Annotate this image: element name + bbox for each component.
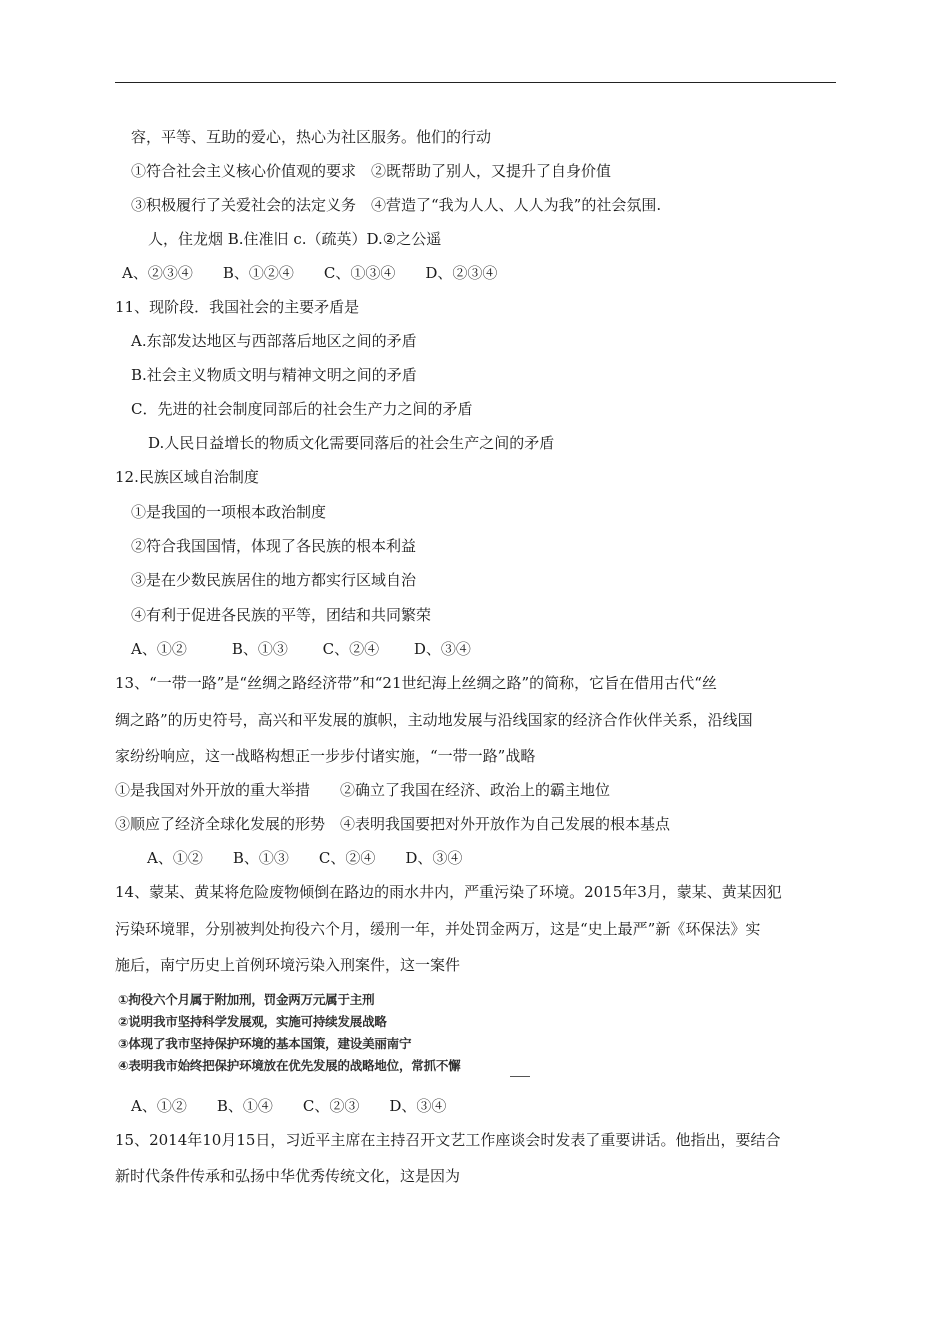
question-13: 13、“一带一路”是“丝绸之路经济带”和“21世纪海上丝绸之路”的简称，它旨在借用古代“丝 <box>115 674 717 692</box>
text-line: 人，住龙烟 B.住准旧 c.（疏英）D.②之公遥 <box>148 230 442 248</box>
answer-options: A、①② B、①④ C、②③ D、③④ <box>131 1097 447 1115</box>
question-12: 12.民族区域自治制度 <box>115 468 259 486</box>
statement-4: ④有利于促进各民族的平等，团结和共同繁荣 <box>131 606 432 624</box>
text-line: 新时代条件传承和弘扬中华优秀传统文化，这是因为 <box>115 1167 461 1185</box>
option-b: B.社会主义物质文明与精神文明之间的矛盾 <box>131 366 417 384</box>
scan-mark <box>510 1076 530 1077</box>
statement-line: ①是我国对外开放的重大举措 ②确立了我国在经济、政治上的霸主地位 <box>115 781 611 799</box>
answer-options: A、①② B、①③ C、②④ D、③④ <box>147 849 463 867</box>
question-11: 11、现阶段．我国社会的主要矛盾是 <box>115 298 360 316</box>
scan-option-2: ②说明我市坚持科学发展观，实施可持续发展战略 <box>118 1014 387 1029</box>
scanned-options-image <box>118 990 548 1082</box>
header-rule <box>115 82 836 83</box>
statement-2: ②符合我国国情，体现了各民族的根本利益 <box>131 537 417 555</box>
statement-3: ③是在少数民族居住的地方都实行区域自治 <box>131 571 417 589</box>
option-c: C．先进的社会制度同部后的社会生产力之间的矛盾 <box>131 400 473 418</box>
answer-options: A、①② B、①③ C、②④ D、③④ <box>131 640 471 658</box>
question-14: 14、蒙某、黄某将危险废物倾倒在路边的雨水井内，严重污染了环境。2015年3月，蒙某、黄某因犯 <box>115 883 782 901</box>
statement-line: ③顺应了经济全球化发展的形势 ④表明我国要把对外开放作为自己发展的根本基点 <box>115 815 671 833</box>
text-line: 施后，南宁历史上首例环境污染入刑案件，这一案件 <box>115 956 461 974</box>
text-line: ①符合社会主义核心价值观的要求 ②既帮助了别人，又提升了自身价值 <box>131 162 612 180</box>
option-a: A.东部发达地区与西部落后地区之间的矛盾 <box>131 332 417 350</box>
text-line: ③积极履行了关爱社会的法定义务 ④营造了“我为人人、人人为我”的社会氛围. <box>131 196 662 214</box>
option-d: D.人民日益增长的物质文化需要同落后的社会生产之间的矛盾 <box>148 434 555 452</box>
scan-option-1: ①拘役六个月属于附加刑，罚金两万元属于主刑 <box>118 992 375 1007</box>
answer-options: A、②③④ B、①②④ C、①③④ D、②③④ <box>122 264 498 282</box>
text-line: 污染环境罪，分别被判处拘役六个月，缓刑一年，并处罚金两万，这是“史上最严”新《环保法》实 <box>115 920 761 938</box>
text-line: 容，平等、互助的爱心，热心为社区服务。他们的行动 <box>131 128 492 146</box>
statement-1: ①是我国的一项根本政治制度 <box>131 503 327 521</box>
scan-option-4: ④表明我市始终把保护环境放在优先发展的战略地位，常抓不懈 <box>118 1058 461 1073</box>
question-15: 15、2014年10月15日，习近平主席在主持召开文艺工作座谈会时发表了重要讲话。他指出，要结合 <box>115 1131 781 1149</box>
scan-option-3: ③体现了我市坚持保护环境的基本国策，建设美丽南宁 <box>118 1036 412 1051</box>
text-line: 家纷纷响应，这一战略构想正一步步付诸实施，“一带一路”战略 <box>115 747 536 765</box>
text-line: 绸之路”的历史符号，高兴和平发展的旗帜，主动地发展与沿线国家的经济合作伙伴关系，沿线国 <box>115 711 753 729</box>
